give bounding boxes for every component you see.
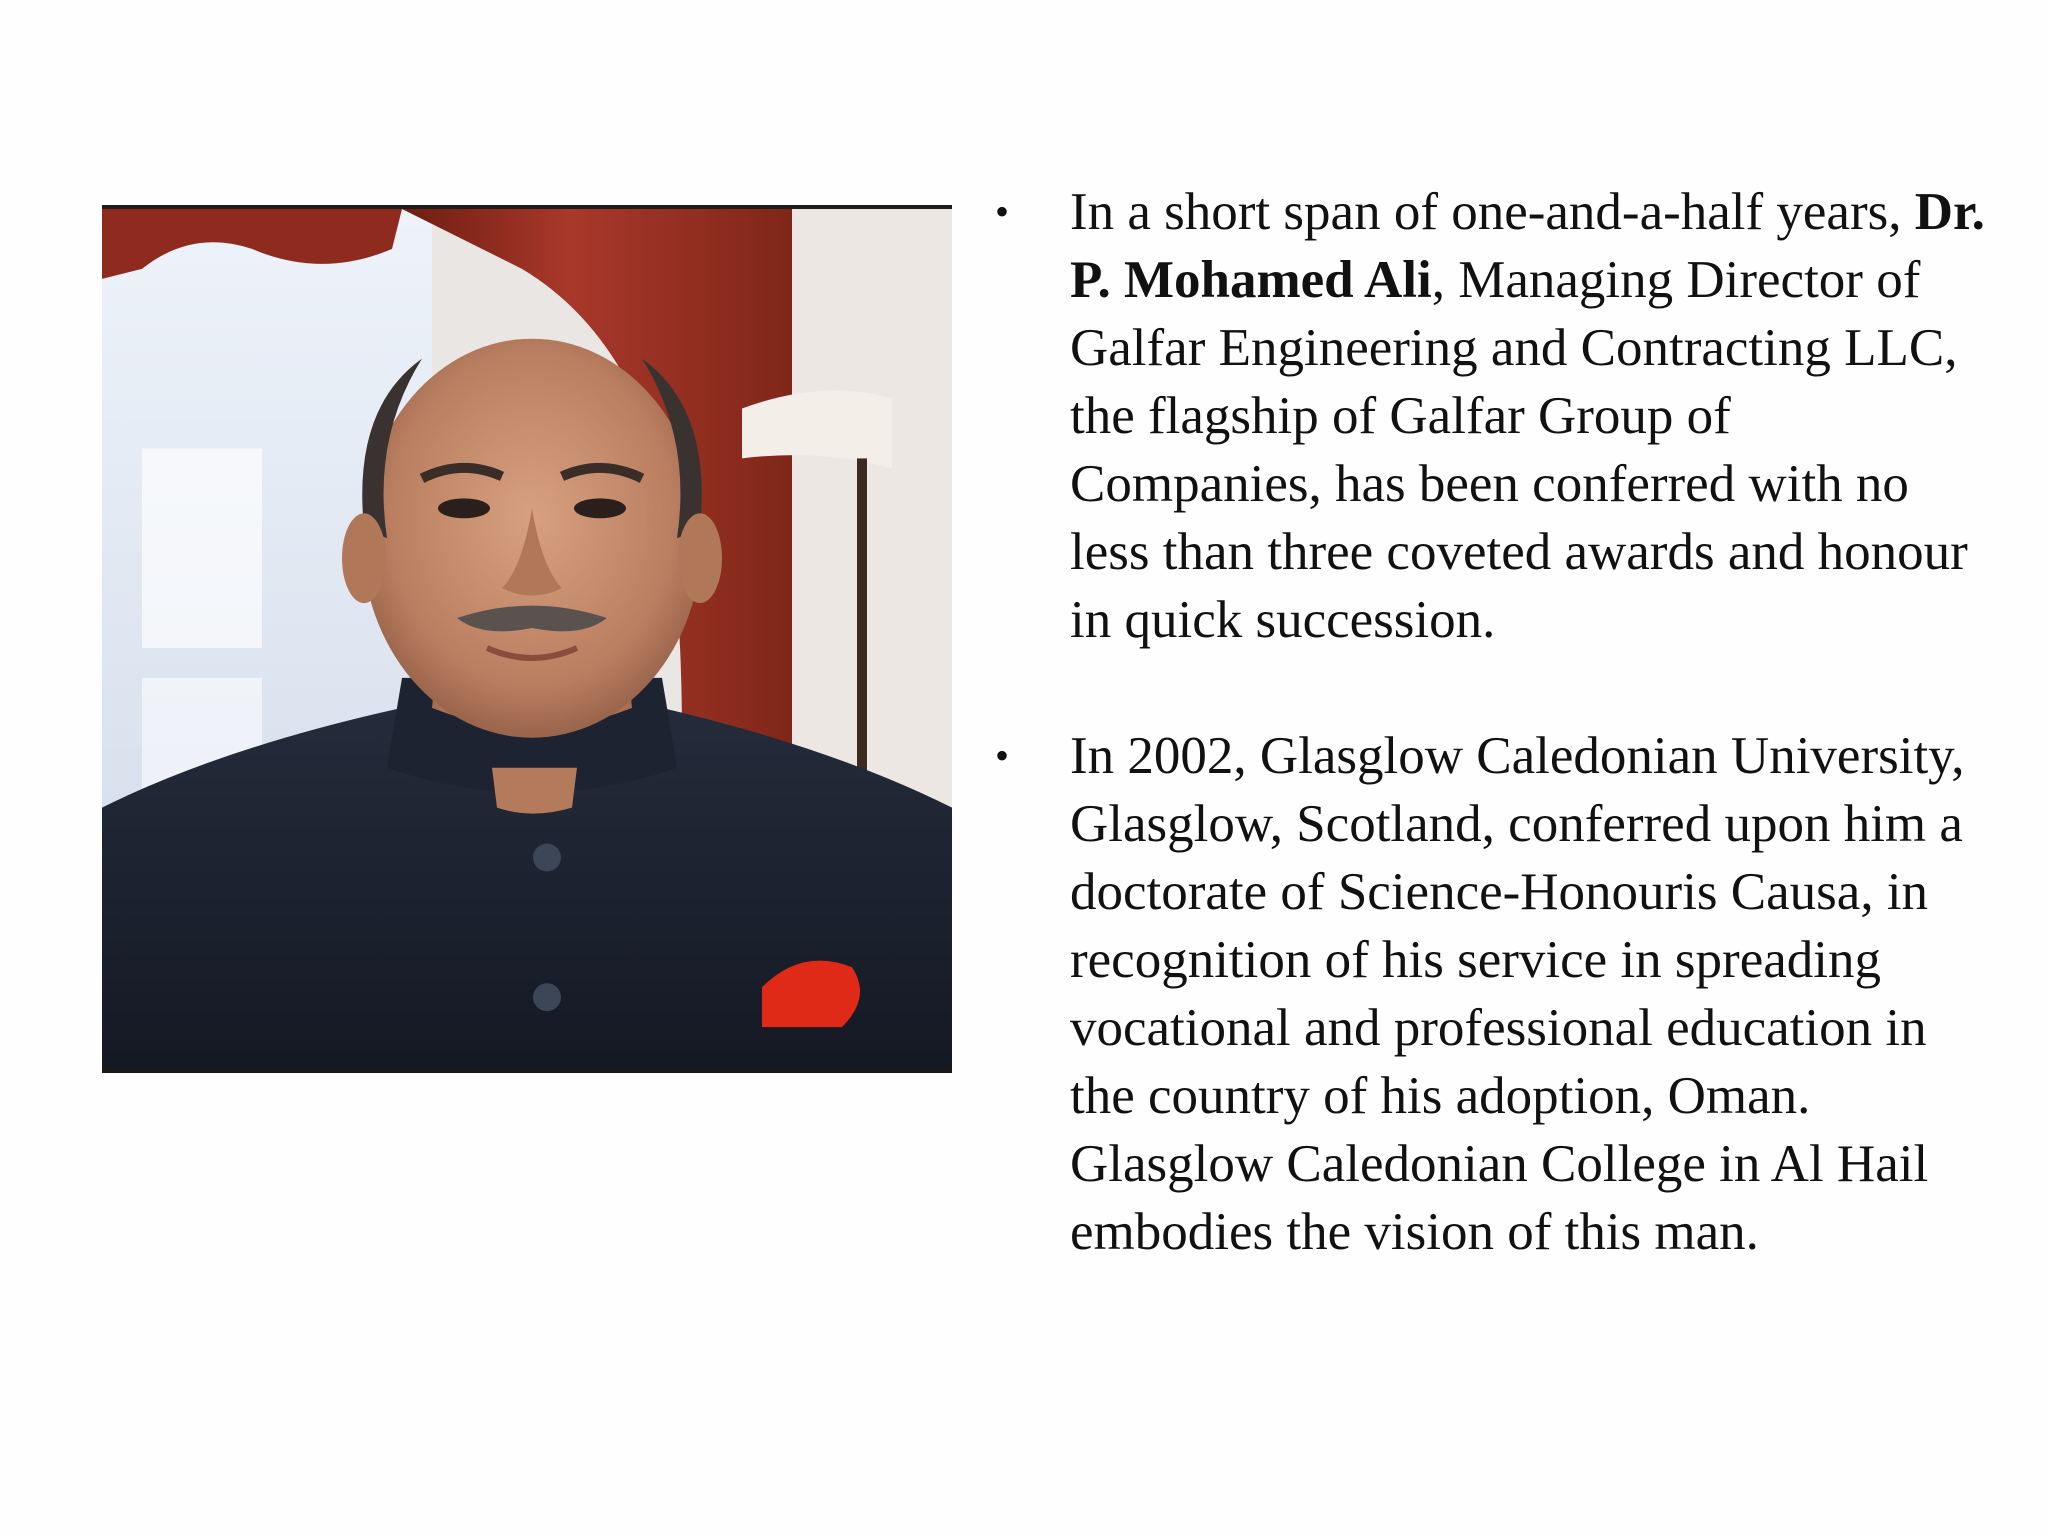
bullet-marker: • xyxy=(995,733,1010,778)
portrait-photo xyxy=(102,205,952,1073)
bullet-text-part: In 2002, Glasglow Caledonian University, Glasglow, Scotland, conferred upon him a doctorate of Science-Honouris Causa, in recognition of his service in spreading vocational and professional education in the country of his adoption, Oman. Glasglow Caledonian College in Al Hail embodies the vision of this man. xyxy=(1070,727,1965,1261)
bullet-text-part: , Managing Director of Galfar Engineering and Contracting LLC, the flagship of Galfar Group of Companies, has been conferred with no less than three coveted awards and honour in quick succession. xyxy=(1070,251,1968,649)
bullet-item xyxy=(985,722,1985,1266)
bullet-list xyxy=(985,178,1985,1266)
bullet-text xyxy=(1070,727,1964,1261)
person-name: Dr. P. Mohamed Ali xyxy=(1070,183,1985,309)
bullet-item xyxy=(985,178,1985,654)
portrait-illustration xyxy=(102,209,952,1067)
bullet-text xyxy=(1070,183,1985,649)
bullet-text-part: In a short span of one-and-a-half years, xyxy=(1070,183,1915,241)
bullet-marker: • xyxy=(995,189,1010,234)
